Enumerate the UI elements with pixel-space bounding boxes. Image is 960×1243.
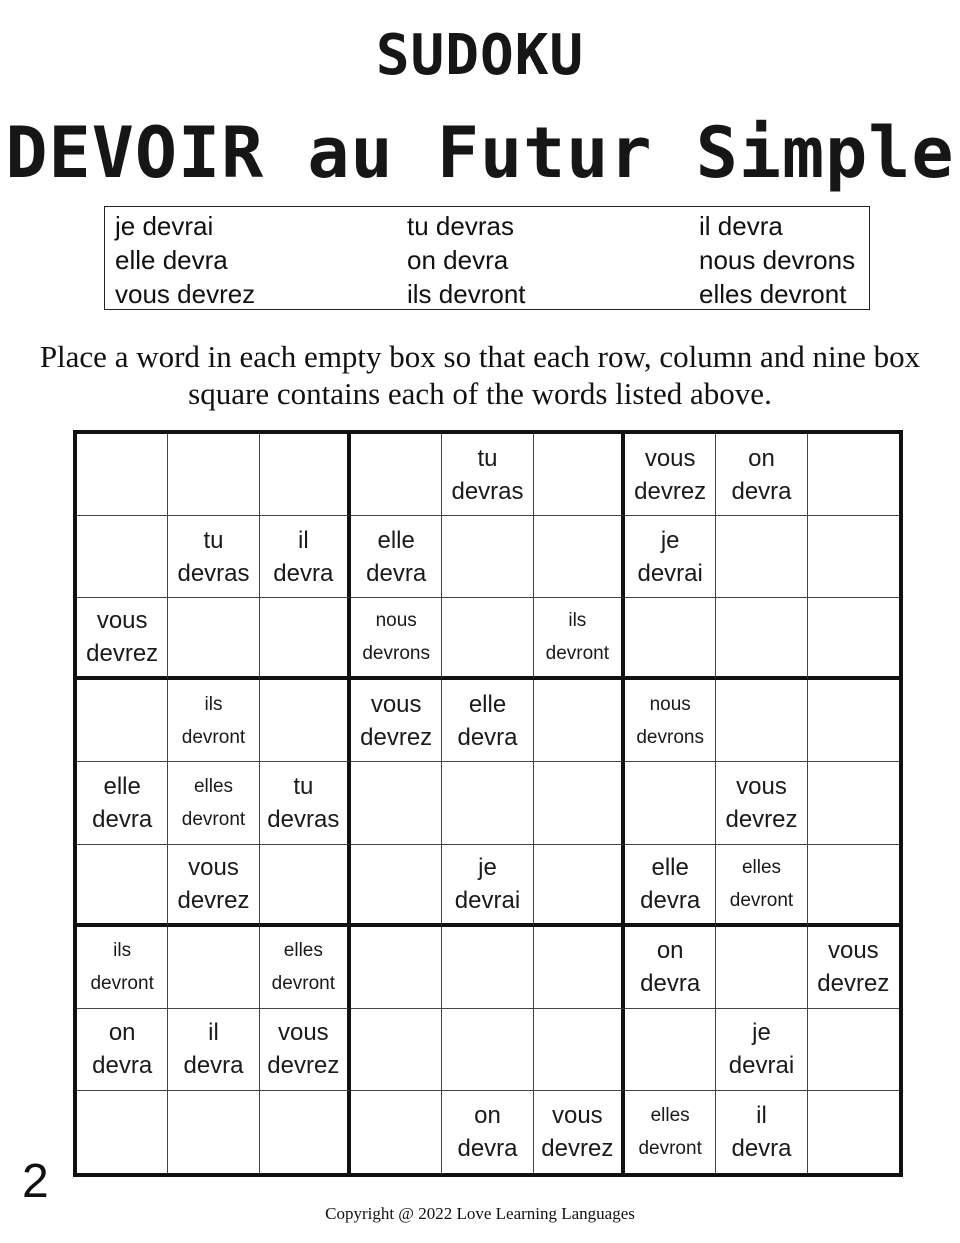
grid-cell-given: elles devront bbox=[260, 927, 351, 1009]
grid-cell-given: on devra bbox=[716, 434, 807, 516]
grid-cell-empty[interactable] bbox=[716, 516, 807, 598]
grid-cell-empty[interactable] bbox=[351, 845, 442, 927]
grid-cell-empty[interactable] bbox=[168, 1091, 259, 1173]
grid-cell-given: vous devrez bbox=[168, 845, 259, 927]
grid-cell-empty[interactable] bbox=[625, 598, 716, 680]
grid-cell-empty[interactable] bbox=[716, 927, 807, 1009]
grid-cell-given: vous devrez bbox=[351, 680, 442, 762]
grid-cell-empty[interactable] bbox=[534, 516, 625, 598]
grid-cell-empty[interactable] bbox=[442, 516, 533, 598]
grid-cell-empty[interactable] bbox=[77, 1091, 168, 1173]
grid-cell-given: tu devras bbox=[442, 434, 533, 516]
grid-cell-empty[interactable] bbox=[351, 762, 442, 844]
grid-cell-empty[interactable] bbox=[351, 1091, 442, 1173]
grid-cell-given: ils devront bbox=[168, 680, 259, 762]
grid-cell-given: on devra bbox=[77, 1009, 168, 1091]
grid-cell-given: tu devras bbox=[260, 762, 351, 844]
grid-cell-empty[interactable] bbox=[808, 1091, 899, 1173]
grid-cell-given: vous devrez bbox=[808, 927, 899, 1009]
conjugation-item: je devrai bbox=[115, 211, 214, 241]
conjugation-item: on devra bbox=[407, 245, 509, 275]
grid-cell-given: vous devrez bbox=[625, 434, 716, 516]
conjugation-item: il devra bbox=[699, 211, 783, 241]
grid-cell-empty[interactable] bbox=[168, 927, 259, 1009]
grid-cell-empty[interactable] bbox=[260, 845, 351, 927]
grid-cell-empty[interactable] bbox=[808, 1009, 899, 1091]
grid-cell-given: vous devrez bbox=[260, 1009, 351, 1091]
title-sudoku: SUDOKU bbox=[375, 23, 585, 88]
grid-cell-empty[interactable] bbox=[442, 762, 533, 844]
grid-cell-empty[interactable] bbox=[534, 1009, 625, 1091]
grid-cell-given: elles devront bbox=[168, 762, 259, 844]
grid-cell-given: il devra bbox=[716, 1091, 807, 1173]
grid-cell-empty[interactable] bbox=[808, 598, 899, 680]
grid-cell-given: nous devrons bbox=[625, 680, 716, 762]
grid-cell-given: vous devrez bbox=[77, 598, 168, 680]
grid-cell-empty[interactable] bbox=[77, 680, 168, 762]
conjugation-item: elles devront bbox=[699, 279, 847, 309]
title-verb-tense: DEVOIR au Futur Simple bbox=[5, 112, 955, 194]
grid-cell-given: elle devra bbox=[77, 762, 168, 844]
grid-cell-empty[interactable] bbox=[625, 1009, 716, 1091]
grid-cell-given: il devra bbox=[168, 1009, 259, 1091]
grid-cell-given: vous devrez bbox=[716, 762, 807, 844]
grid-cell-given: je devrai bbox=[442, 845, 533, 927]
grid-cell-given: on devra bbox=[625, 927, 716, 1009]
grid-cell-given: elles devront bbox=[625, 1091, 716, 1173]
grid-cell-empty[interactable] bbox=[534, 434, 625, 516]
page-number: 2 bbox=[22, 1155, 49, 1208]
instructions: Place a word in each empty box so that each row, column and nine box square contains each of the words listed above. bbox=[39, 339, 921, 411]
grid-cell-given: je devrai bbox=[716, 1009, 807, 1091]
conjugation-item: tu devras bbox=[407, 211, 514, 241]
grid-cell-empty[interactable] bbox=[534, 927, 625, 1009]
grid-cell-given: ils devront bbox=[77, 927, 168, 1009]
grid-cell-empty[interactable] bbox=[351, 927, 442, 1009]
grid-cell-empty[interactable] bbox=[716, 598, 807, 680]
sudoku-grid bbox=[73, 430, 903, 1177]
grid-cell-given: ils devront bbox=[534, 598, 625, 680]
grid-cell-empty[interactable] bbox=[442, 598, 533, 680]
grid-cell-empty[interactable] bbox=[534, 762, 625, 844]
grid-cell-given: vous devrez bbox=[534, 1091, 625, 1173]
grid-cell-given: on devra bbox=[442, 1091, 533, 1173]
grid-cell-empty[interactable] bbox=[260, 434, 351, 516]
grid-cell-given: elles devront bbox=[716, 845, 807, 927]
grid-cell-empty[interactable] bbox=[625, 762, 716, 844]
conjugation-item: nous devrons bbox=[699, 245, 856, 275]
grid-cell-empty[interactable] bbox=[351, 434, 442, 516]
conjugation-item: ils devront bbox=[407, 279, 526, 309]
grid-cell-empty[interactable] bbox=[77, 434, 168, 516]
grid-cell-empty[interactable] bbox=[808, 434, 899, 516]
grid-cell-empty[interactable] bbox=[808, 845, 899, 927]
conjugation-item: vous devrez bbox=[115, 279, 256, 309]
grid-cell-empty[interactable] bbox=[808, 762, 899, 844]
grid-cell-given: je devrai bbox=[625, 516, 716, 598]
grid-cell-empty[interactable] bbox=[77, 516, 168, 598]
grid-cell-empty[interactable] bbox=[77, 845, 168, 927]
grid-cell-empty[interactable] bbox=[808, 516, 899, 598]
grid-cell-empty[interactable] bbox=[168, 598, 259, 680]
grid-cell-empty[interactable] bbox=[260, 680, 351, 762]
conjugation-item: elle devra bbox=[115, 245, 228, 275]
conjugation-box bbox=[104, 206, 870, 310]
grid-cell-empty[interactable] bbox=[168, 434, 259, 516]
grid-cell-given: elle devra bbox=[351, 516, 442, 598]
grid-cell-given: il devra bbox=[260, 516, 351, 598]
grid-cell-given: elle devra bbox=[442, 680, 533, 762]
grid-cell-empty[interactable] bbox=[808, 680, 899, 762]
grid-cell-empty[interactable] bbox=[442, 927, 533, 1009]
copyright: Copyright @ 2022 Love Learning Languages bbox=[325, 1204, 635, 1223]
grid-cell-given: tu devras bbox=[168, 516, 259, 598]
grid-cell-empty[interactable] bbox=[534, 845, 625, 927]
grid-cell-empty[interactable] bbox=[351, 1009, 442, 1091]
grid-cell-given: nous devrons bbox=[351, 598, 442, 680]
grid-cell-given: elle devra bbox=[625, 845, 716, 927]
grid-cell-empty[interactable] bbox=[442, 1009, 533, 1091]
grid-cell-empty[interactable] bbox=[716, 680, 807, 762]
grid-cell-empty[interactable] bbox=[260, 598, 351, 680]
grid-cell-empty[interactable] bbox=[260, 1091, 351, 1173]
grid-cell-empty[interactable] bbox=[534, 680, 625, 762]
